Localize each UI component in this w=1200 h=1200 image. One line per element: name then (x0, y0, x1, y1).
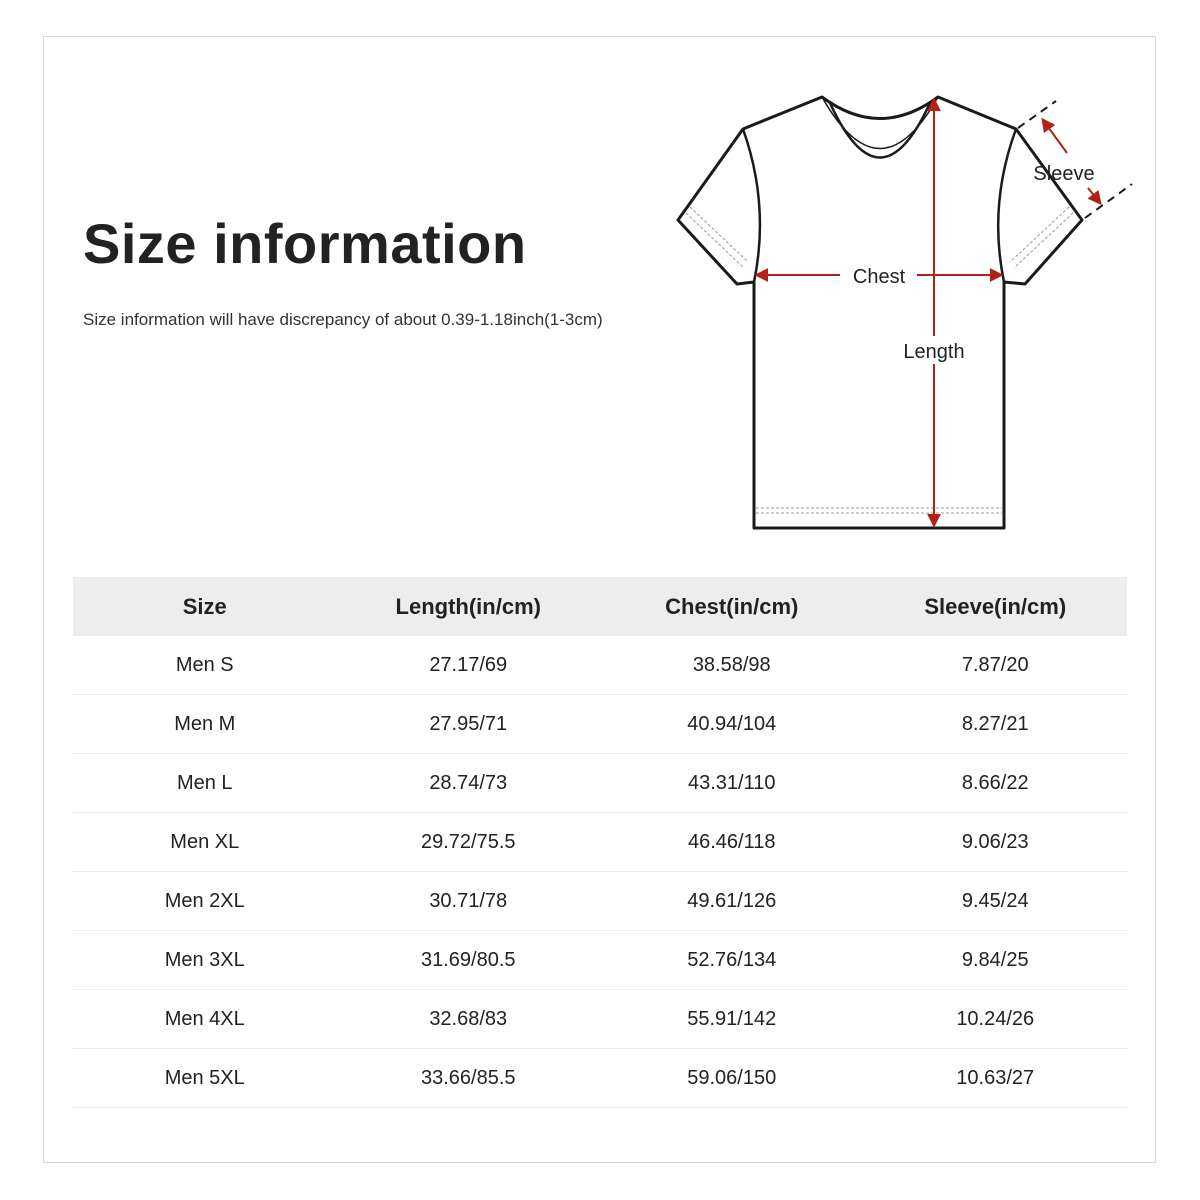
column-header-sleeve: Sleeve(in/cm) (864, 577, 1128, 636)
size-cell: Men 4XL (73, 990, 337, 1049)
sleeve-arrow-bottom (1088, 188, 1100, 203)
length-cell: 27.95/71 (337, 695, 601, 754)
tshirt-outline (678, 97, 1082, 528)
sleeve-arrow-top (1043, 120, 1067, 153)
chest-cell: 55.91/142 (600, 990, 864, 1049)
chest-cell: 52.76/134 (600, 931, 864, 990)
sleeve-cell: 7.87/20 (864, 636, 1128, 695)
table-row (73, 872, 1127, 931)
size-cell: Men XL (73, 813, 337, 872)
chest-cell: 49.61/126 (600, 872, 864, 931)
table-row (73, 931, 1127, 990)
length-cell: 32.68/83 (337, 990, 601, 1049)
chest-cell: 40.94/104 (600, 695, 864, 754)
length-cell: 27.17/69 (337, 636, 601, 695)
column-header-size: Size (73, 577, 337, 636)
table-row (73, 990, 1127, 1049)
table-row (73, 1049, 1127, 1108)
sleeve-cell: 9.45/24 (864, 872, 1128, 931)
size-cell: Men L (73, 754, 337, 813)
sleeve-guide-top (1018, 101, 1056, 128)
table-row (73, 695, 1127, 754)
page-title: Size information (83, 212, 527, 275)
size-discrepancy-note: Size information will have discrepancy of about 0.39-1.18inch(1-3cm) (83, 310, 603, 329)
chest-label: Chest (852, 266, 906, 288)
chest-cell: 59.06/150 (600, 1049, 864, 1108)
chest-cell: 46.46/118 (600, 813, 864, 872)
size-cell: Men M (73, 695, 337, 754)
column-header-chest: Chest(in/cm) (600, 577, 864, 636)
tshirt-svg (660, 85, 1160, 545)
size-cell: Men 2XL (73, 872, 337, 931)
table-row (73, 813, 1127, 872)
table-header-row (73, 577, 1127, 636)
length-label: Length (903, 341, 965, 363)
sleeve-cell: 8.66/22 (864, 754, 1128, 813)
sleeve-cell: 9.06/23 (864, 813, 1128, 872)
sleeve-cell: 8.27/21 (864, 695, 1128, 754)
size-cell: Men 3XL (73, 931, 337, 990)
size-cell: Men S (73, 636, 337, 695)
table-row (73, 636, 1127, 695)
length-cell: 30.71/78 (337, 872, 601, 931)
chest-cell: 43.31/110 (600, 754, 864, 813)
chest-cell: 38.58/98 (600, 636, 864, 695)
sleeve-cell: 10.63/27 (864, 1049, 1128, 1108)
length-cell: 31.69/80.5 (337, 931, 601, 990)
length-cell: 28.74/73 (337, 754, 601, 813)
length-cell: 29.72/75.5 (337, 813, 601, 872)
size-chart-table (73, 577, 1127, 1108)
column-header-length: Length(in/cm) (337, 577, 601, 636)
tshirt-measurement-diagram (660, 85, 1160, 545)
sleeve-label: Sleeve (1033, 163, 1095, 185)
sleeve-cell: 10.24/26 (864, 990, 1128, 1049)
table-row (73, 754, 1127, 813)
length-cell: 33.66/85.5 (337, 1049, 601, 1108)
sleeve-cell: 9.84/25 (864, 931, 1128, 990)
size-cell: Men 5XL (73, 1049, 337, 1108)
sleeve-guide-bottom (1085, 184, 1132, 218)
